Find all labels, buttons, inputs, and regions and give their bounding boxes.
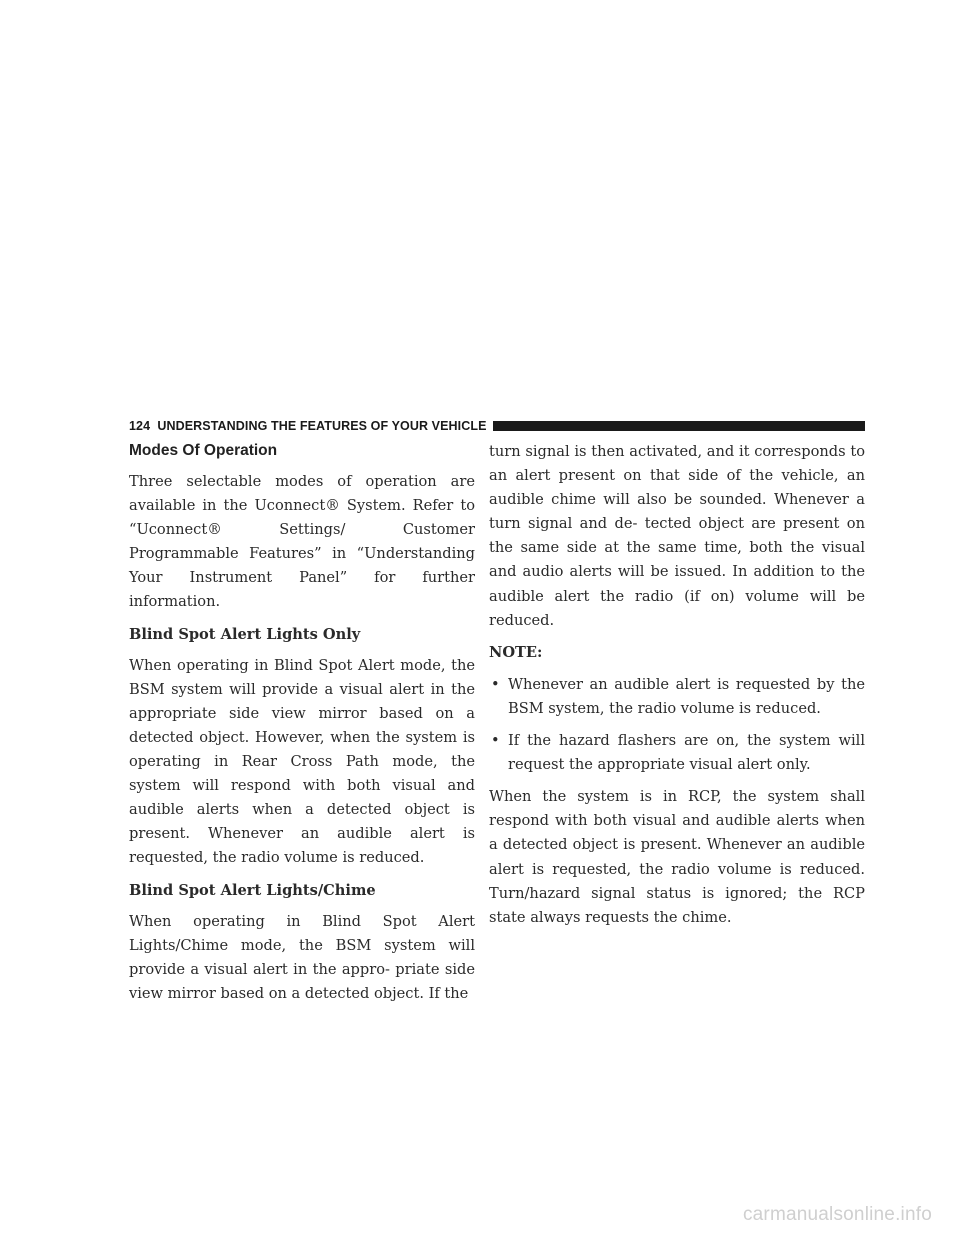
- continuation-paragraph: turn signal is then activated, and it corresponds to an alert present on that side of the vehicle, an audible chime will also be sounded. Whenever a turn signal and de- tected object are present on the same side at the same time, both the visual and audio alerts will be issued. In addition to the audible alert the radio (if on) volume will be reduced.: [489, 443, 865, 629]
- bullet-text: Whenever an audible alert is requested by the BSM system, the radio volume is reduced.: [508, 675, 865, 717]
- bullet-icon: •: [491, 732, 500, 750]
- lights-only-paragraph: When operating in Blind Spot Alert mode, the BSM system will provide a visual alert in the appropriate side view mirror based on a detected object. However, when the system is operating in Rear Cross Path mode, the system will respond with both visual and audible alerts when a detected object is present. Whenever an audible alert is requested, the radio volume is reduced.: [129, 656, 475, 867]
- list-item: [489, 673, 865, 721]
- page-header-text: [129, 419, 493, 433]
- closing-paragraph: When the system is in RCP, the system shall respond with both visual and audible alerts when a detected object is present. Whenever an audible alert is requested, the radio volume is reduced. Turn/hazard signal status is ignored; the RCP state always requests the chime.: [489, 788, 865, 926]
- section-title: UNDERSTANDING THE FEATURES OF YOUR VEHICLE: [157, 419, 487, 433]
- subheading-lights-chime: Blind Spot Alert Lights/Chime: [129, 881, 376, 899]
- page-number: 124: [129, 419, 151, 433]
- right-column: [489, 440, 865, 938]
- header-rule: [493, 421, 865, 431]
- list-item: [489, 729, 865, 777]
- lights-chime-paragraph: When operating in Blind Spot Alert Lights/Chime mode, the BSM system will provide a visual alert in the appro- priate side view mirror based on a detected object. If the: [129, 912, 475, 1002]
- note-label: NOTE:: [489, 643, 543, 661]
- watermark: carmanualsonline.info: [742, 1204, 932, 1225]
- section-heading: Modes Of Operation: [129, 442, 278, 459]
- bullet-icon: •: [491, 675, 500, 693]
- left-column: [129, 440, 475, 1014]
- bullet-text: If the hazard flashers are on, the system will request the appropriate visual alert only.: [508, 732, 865, 774]
- page-header: [129, 417, 865, 435]
- subheading-lights-only: Blind Spot Alert Lights Only: [129, 625, 361, 643]
- intro-paragraph: Three selectable modes of operation are available in the Uconnect® System. Refer to “Uconnect® Settings/ Customer Programmable Features” in “Understanding Your Instrument Panel” for further information.: [129, 473, 475, 611]
